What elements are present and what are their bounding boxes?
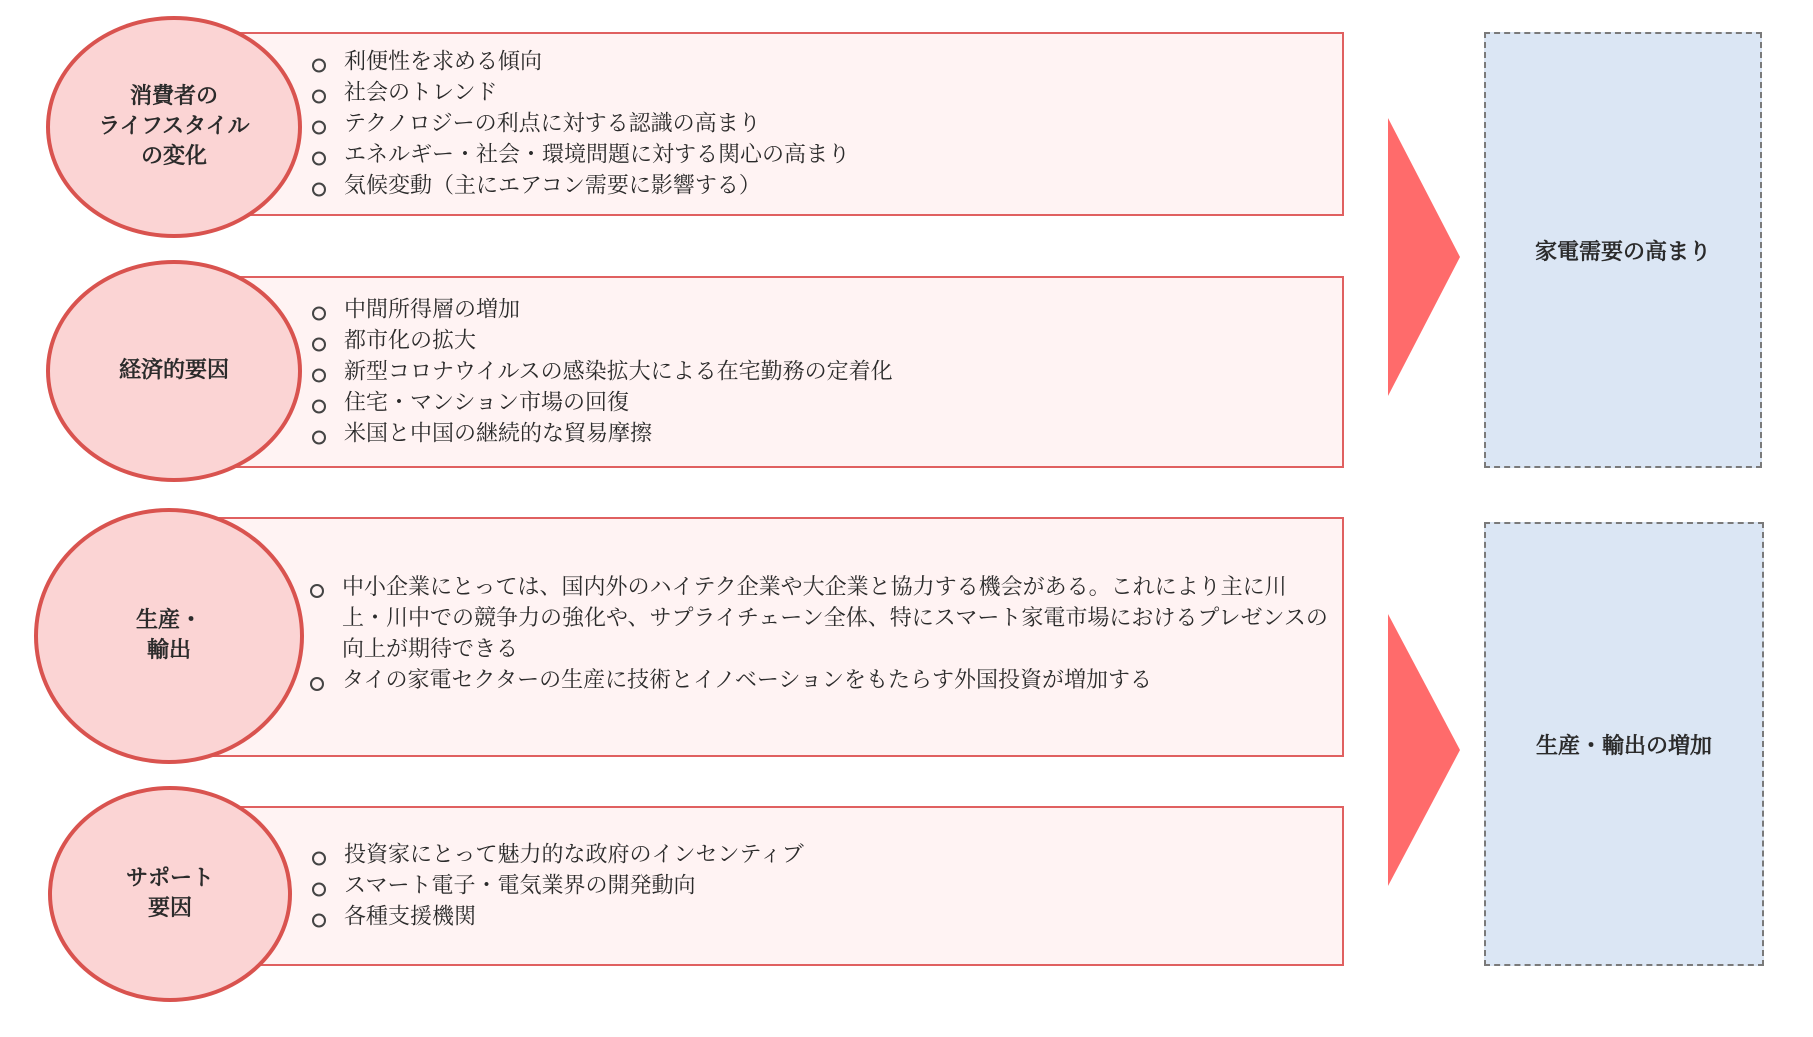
factor-oval-support: サポート 要因 bbox=[48, 786, 292, 1002]
list-item: 中間所得層の増加 bbox=[310, 295, 1328, 326]
factor-box-lifestyle bbox=[208, 32, 1344, 216]
factor-list-production bbox=[308, 572, 1328, 696]
list-item: 気候変動（主にエアコン需要に影響する） bbox=[310, 171, 1328, 202]
list-item: 中小企業にとっては、国内外のハイテク企業や大企業と協力する機会がある。これにより主に川上・川中での競争力の強化や、サプライチェーン全体、特にスマート家電市場におけるプレゼンスの向上が期待できる bbox=[308, 572, 1328, 665]
outcome-box-production-export: 生産・輸出の増加 bbox=[1484, 522, 1764, 966]
factor-oval-production: 生産・ 輸出 bbox=[34, 508, 304, 764]
factor-box-economic bbox=[208, 276, 1344, 468]
list-item: 住宅・マンション市場の回復 bbox=[310, 388, 1328, 419]
arrow-right-icon bbox=[1388, 614, 1460, 886]
list-item: スマート電子・電気業界の開発動向 bbox=[310, 871, 1328, 902]
list-item: 社会のトレンド bbox=[310, 78, 1328, 109]
list-item: テクノロジーの利点に対する認識の高まり bbox=[310, 109, 1328, 140]
list-item: タイの家電セクターの生産に技術とイノベーションをもたらす外国投資が増加する bbox=[308, 665, 1328, 696]
list-item: 各種支援機関 bbox=[310, 902, 1328, 933]
list-item: 投資家にとって魅力的な政府のインセンティブ bbox=[310, 840, 1328, 871]
list-item: 新型コロナウイルスの感染拡大による在宅勤務の定着化 bbox=[310, 357, 1328, 388]
factor-oval-economic: 経済的要因 bbox=[46, 260, 302, 482]
factor-box-production bbox=[196, 517, 1344, 757]
factor-oval-lifestyle: 消費者の ライフスタイル の変化 bbox=[46, 16, 302, 238]
factor-box-support bbox=[196, 806, 1344, 966]
outcome-box-demand: 家電需要の高まり bbox=[1484, 32, 1762, 468]
list-item: 都市化の拡大 bbox=[310, 326, 1328, 357]
list-item: 米国と中国の継続的な貿易摩擦 bbox=[310, 419, 1328, 450]
factor-list-economic bbox=[310, 295, 1328, 450]
arrow-right-icon bbox=[1388, 118, 1460, 396]
list-item: 利便性を求める傾向 bbox=[310, 47, 1328, 78]
factor-list-lifestyle bbox=[310, 47, 1328, 202]
list-item: エネルギー・社会・環境問題に対する関心の高まり bbox=[310, 140, 1328, 171]
factor-list-support bbox=[310, 840, 1328, 933]
